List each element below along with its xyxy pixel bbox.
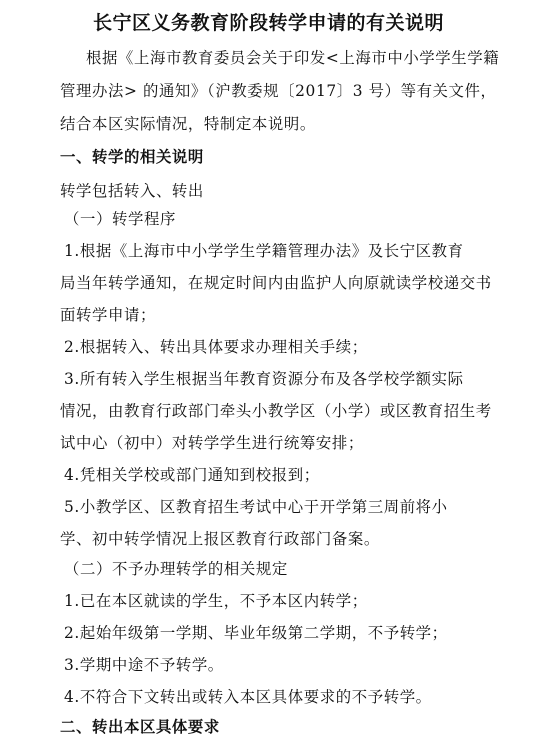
- procedure-item-4: 4.凭相关学校或部门通知到校报到；: [64, 466, 320, 484]
- section-2-heading: 二、转出本区具体要求: [60, 718, 220, 736]
- intro-line-1: 根据《上海市教育委员会关于印发<上海市中小学学生学籍: [86, 49, 500, 67]
- subsection-1-heading: （一）转学程序: [64, 210, 176, 228]
- procedure-item-3-line-1: 3.所有转入学生根据当年教育资源分布及各学校学额实际: [64, 370, 464, 388]
- procedure-item-3-line-2: 情况，由教育行政部门牵头小教学区（小学）或区教育招生考: [60, 402, 492, 420]
- procedure-item-1-line-2: 局当年转学通知，在规定时间内由监护人向原就读学校递交书: [60, 274, 492, 292]
- subsection-2-heading: （二）不予办理转学的相关规定: [64, 560, 288, 578]
- restriction-item-1: 1.已在本区就读的学生，不予本区内转学；: [64, 592, 368, 610]
- section-1-heading: 一、转学的相关说明: [60, 148, 204, 166]
- procedure-item-1-line-1: 1.根据《上海市中小学学生学籍管理办法》及长宁区教育: [64, 242, 464, 260]
- section-1-summary: 转学包括转入、转出: [60, 182, 204, 200]
- intro-line-3: 结合本区实际情况，特制定本说明。: [60, 115, 316, 133]
- procedure-item-3-line-3: 试中心（初中）对转学学生进行统筹安排；: [60, 434, 364, 452]
- procedure-item-5-line-1: 5.小教学区、区教育招生考试中心于开学第三周前将小: [64, 498, 448, 516]
- restriction-item-3: 3.学期中途不予转学。: [64, 656, 224, 674]
- procedure-item-2: 2.根据转入、转出具体要求办理相关手续；: [64, 338, 368, 356]
- restriction-item-4: 4.不符合下文转出或转入本区具体要求的不予转学。: [64, 688, 432, 706]
- procedure-item-5-line-2: 学、初中转学情况上报区教育行政部门备案。: [60, 530, 380, 548]
- restriction-item-2: 2.起始年级第一学期、毕业年级第二学期，不予转学；: [64, 624, 448, 642]
- procedure-item-1-line-3: 面转学申请；: [60, 306, 156, 324]
- document-title: 长宁区义务教育阶段转学申请的有关说明: [92, 12, 444, 34]
- intro-line-2: 管理办法> 的通知》（沪教委规〔2017〕3 号）等有关文件，: [60, 82, 497, 100]
